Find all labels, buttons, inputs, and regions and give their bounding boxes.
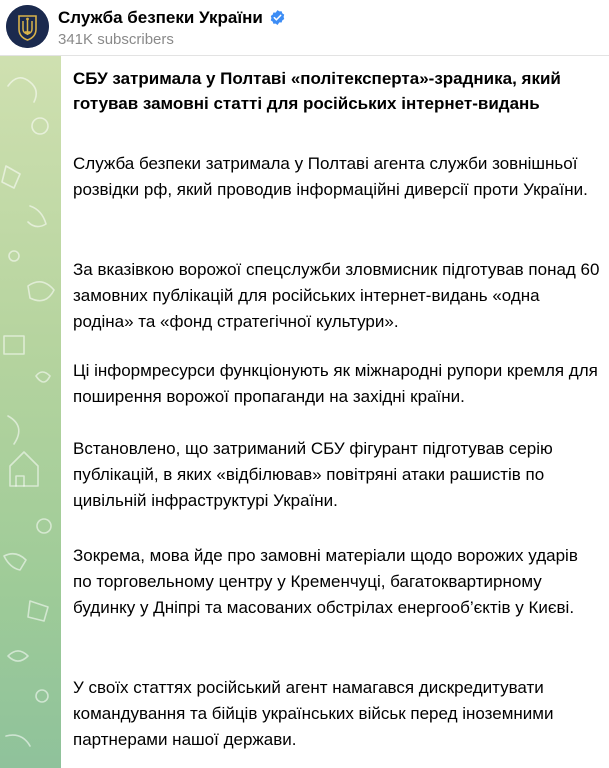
chat-background xyxy=(0,56,609,768)
subscriber-count: 341K subscribers xyxy=(58,31,174,48)
post-paragraph-5: Зокрема, мова йде про замовні матеріали щодо ворожих ударів по торговельному центру у Кременчуці, багатоквартирному будинку у Дніпрі та масованих обстрілах енергооб’єктів у Києві. xyxy=(73,546,578,617)
post-paragraph-2: За вказівкою ворожої спецслужби зловмисник підготував понад 60 замовних публікацій для російських інтернет-видань «одна родіна» та «фонд стратегічної культури». xyxy=(73,260,600,331)
verified-check-icon xyxy=(269,9,286,26)
channel-header[interactable] xyxy=(0,0,609,56)
sbu-emblem-icon xyxy=(6,5,49,48)
channel-title-text: Служба безпеки України xyxy=(58,8,263,27)
message-bubble[interactable] xyxy=(61,56,609,768)
post-paragraph-1: Служба безпеки затримала у Полтаві агента служби зовнішньої розвідки рф, який проводив інформаційні диверсії проти України. xyxy=(73,154,588,199)
post-paragraph-3: Ці інформресурси функціонують як міжнародні рупори кремля для поширення ворожої пропаганди на західні країни. xyxy=(73,361,598,406)
channel-avatar[interactable] xyxy=(6,5,49,48)
post-paragraph-4: Встановлено, що затриманий СБУ фігурант підготував серію публікацій, в яких «відбілював» повітряні атаки рашистів по цивільній інфраструктурі України. xyxy=(73,439,553,510)
doodle-pattern-icon xyxy=(0,56,61,768)
post-paragraph-6: У своїх статтях російський агент намагався дискредитувати командування та бійців українських військ перед іноземними партнерами нашої держави. xyxy=(73,678,554,749)
post-title: СБУ затримала у Полтаві «політексперта»-зрадника, який готував замовні статті для російських інтернет-видань xyxy=(73,69,561,113)
channel-title[interactable] xyxy=(58,8,286,28)
